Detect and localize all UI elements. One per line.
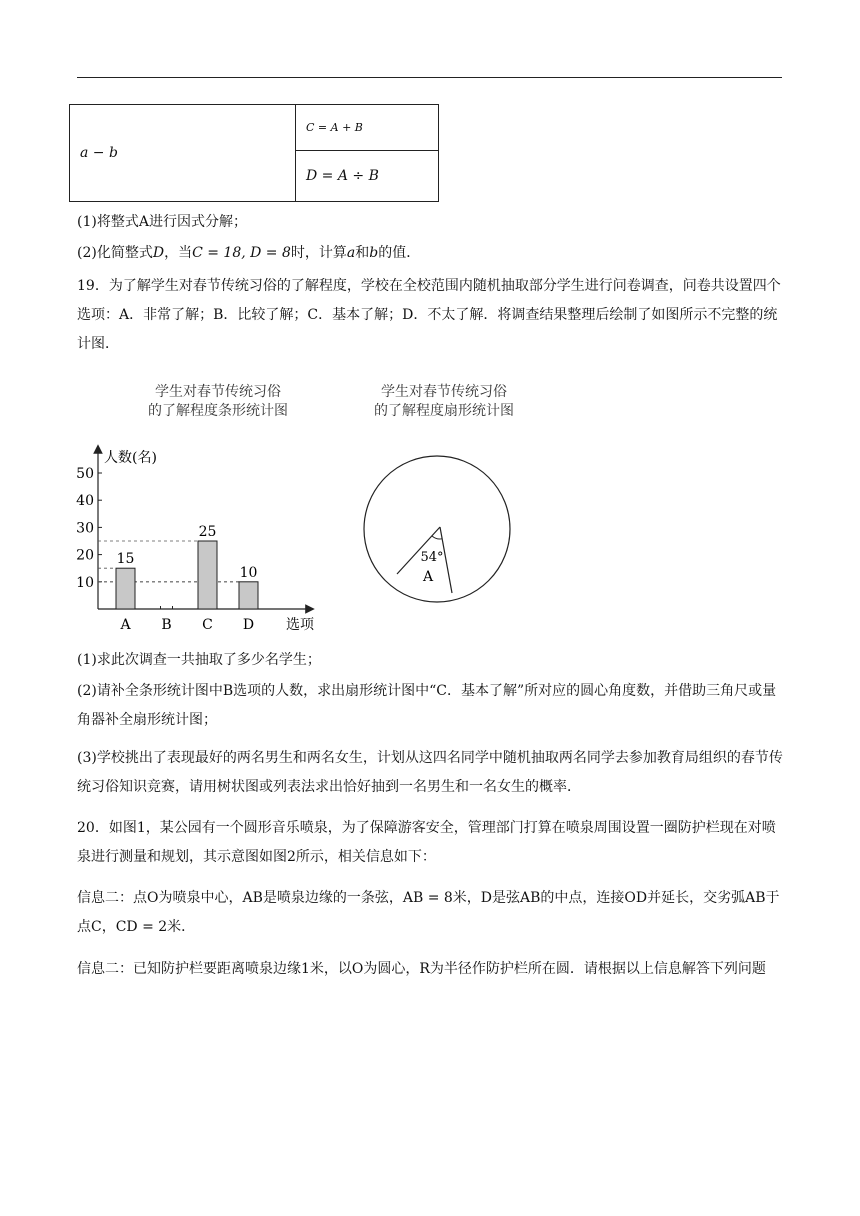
pie-angle-label: 54° bbox=[420, 550, 444, 565]
q19-part1: (1)求此次调查一共抽取了多少名学生； bbox=[77, 652, 321, 668]
y-tick-label: 50 bbox=[76, 466, 94, 482]
bar-C bbox=[198, 541, 217, 609]
y-tick-label: 40 bbox=[76, 493, 94, 510]
y-tick-label: 20 bbox=[76, 547, 94, 564]
y-axis-label: 人数(名) bbox=[104, 450, 157, 466]
q18-part2: (2)化简整式D，当C = 18, D = 8时，计算a和b的值． bbox=[77, 245, 421, 261]
q20-info2: 信息二：已知防护栏要距离喷泉边缘1米，以O为圆心，R为半径作防护栏所在圆．请根据以上信息解答下列问题 bbox=[77, 961, 766, 977]
x-axis-label: 选项 bbox=[286, 617, 314, 633]
bar-chart-title: 学生对春节传统习俗 的了解程度条形统计图 bbox=[148, 384, 288, 419]
bar-value-label: 15 bbox=[116, 551, 135, 568]
bar-chart bbox=[70, 443, 330, 643]
q20-info1: 信息二：点O为喷泉中心，AB是喷泉边缘的一条弦，AB = 8米，D是弦AB的中点，连接OD并延长，交劣弧AB于点C，CD = 2米． bbox=[77, 890, 780, 935]
y-tick-label: 10 bbox=[76, 574, 94, 591]
pie-angle-arc bbox=[432, 536, 442, 539]
q18-part1: (1)将整式A进行因式分解； bbox=[77, 214, 247, 230]
pie-chart bbox=[360, 450, 520, 610]
header-rule bbox=[77, 77, 782, 78]
table-cell-bottom-right: D = A ÷ B bbox=[296, 151, 439, 202]
x-category-label: C bbox=[202, 617, 213, 633]
pie-circle bbox=[364, 456, 510, 602]
bar-value-label: 10 bbox=[239, 564, 258, 581]
table-cell-top-right: C = A + B bbox=[296, 105, 439, 151]
expression-table bbox=[69, 104, 439, 202]
q19-intro: 19．为了解学生对春节传统习俗的了解程度，学校在全校范围内随机抽取部分学生进行问卷调查，问卷共设置四个选项：A．非常了解；B．比较了解；C．基本了解；D．不太了解．将调查结果整理后绘制了如图所示不完整的统计图． bbox=[77, 278, 781, 352]
table-cell-left: a − b bbox=[70, 105, 296, 202]
x-category-label: A bbox=[120, 617, 131, 633]
q19-part2: (2)请补全条形统计图中B选项的人数，求出扇形统计图中“C．基本了解”所对应的圆心角度数，并借助三角尺或量角器补全扇形统计图； bbox=[77, 683, 777, 728]
y-tick-label: 30 bbox=[76, 520, 94, 537]
pie-chart-title: 学生对春节传统习俗 的了解程度扇形统计图 bbox=[374, 384, 514, 419]
x-category-label: D bbox=[242, 617, 255, 633]
q19-part3: (3)学校挑出了表现最好的两名男生和两名女生，计划从这四名同学中随机抽取两名同学去参加教育局组织的春节传统习俗知识竞赛，请用树状图或列表法求出恰好抽到一名男生和一名女生的概率． bbox=[77, 750, 783, 795]
bar-value-label: 25 bbox=[198, 524, 217, 540]
x-category-label: B bbox=[161, 617, 172, 633]
pie-slice-label: A bbox=[422, 569, 434, 585]
bar-D bbox=[239, 582, 258, 609]
q20-intro: 20．如图1，某公园有一个圆形音乐喷泉，为了保障游客安全，管理部门打算在喷泉周围设置一圈防护栏现在对喷泉进行测量和规划，其示意图如图2所示，相关信息如下： bbox=[77, 820, 776, 865]
bar-A bbox=[116, 568, 135, 609]
